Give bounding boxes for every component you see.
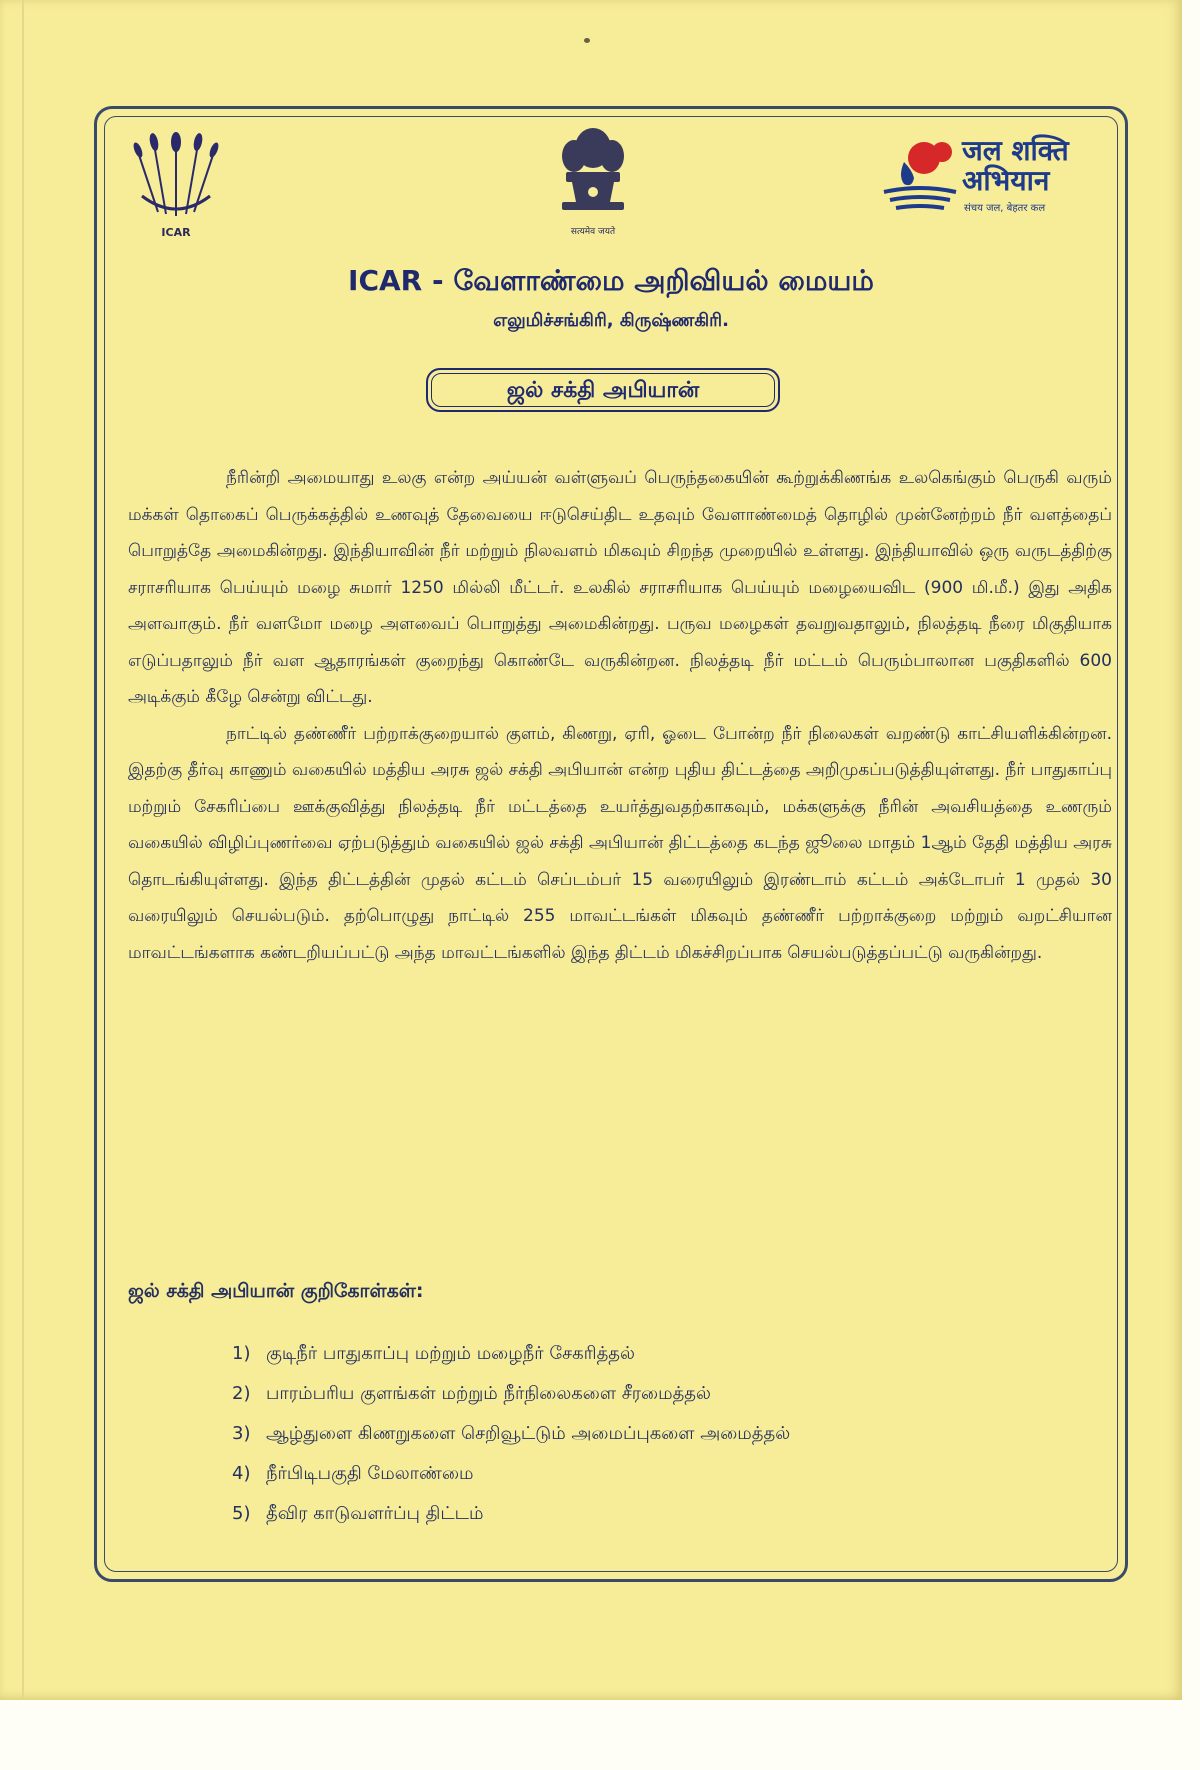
- objective-text: நீர்பிடிபகுதி மேலாண்மை: [266, 1463, 474, 1484]
- objective-number: 3): [232, 1423, 251, 1444]
- objective-text: தீவிர காடுவளர்ப்பு திட்டம்: [266, 1503, 484, 1524]
- print-speck: [584, 38, 590, 43]
- emblem-motto: सत्यमेव जयते: [570, 227, 616, 237]
- icar-logo: [128, 126, 224, 244]
- paragraph-intro: நீரின்றி அமையாது உலகு என்ற அய்யன் வள்ளுவப் பெருந்தகையின் கூற்றுக்கிணங்க உலகெங்கும் பெருகி வரும் மக்கள் தொகைப் பெருக்கத்தில் உணவுத் தேவையை ஈடுசெய்திட உதவும் வேளாண்மைத் தொழில் முன்னேற்றம் நீர் வளத்தைப் பொறுத்தே அமைகின்றது. இந்தியாவின் நீர் மற்றும் நிலவளம் மிகவும் சிறந்த முறையில் உள்ளது. இந்தியாவில் ஒரு வருடத்திற்கு சராசரியாக பெய்யும் மழை சுமார் 1250 மில்லி மீட்டர். உலகில் சராசரியாக பெய்யும் மழையைவிட (900 மி.மீ.) இது அதிக அளவாகும். நீர் வளமோ மழை அளவைப் பொறுத்து அமைகின்றது. பருவ மழைகள் தவறுவதாலும், நிலத்தடி நீரை மிகுதியாக எடுப்பதாலும் நீர் வள ஆதாரங்கள் குறைந்து கொண்டே வருகின்றன. நிலத்தடி நீர் மட்டம் பெரும்பாலான பகுதிகளில் 600 அடிக்கும் கீழே சென்று விட்டது.: [128, 468, 1112, 707]
- wheat-icon: [128, 126, 224, 226]
- objective-number: 5): [232, 1503, 251, 1524]
- icar-logo-text: ICAR: [161, 226, 191, 239]
- objective-number: 1): [232, 1343, 251, 1364]
- objective-item: [232, 1494, 790, 1534]
- paragraph-scheme: நாட்டில் தண்ணீர் பற்றாக்குறையால் குளம், கிணறு, ஏரி, ஓடை போன்ற நீர் நிலைகள் வறண்டு காட்சியளிக்கின்றன. இதற்கு தீர்வு காணும் வகையில் மத்திய அரசு ஜல் சக்தி அபியான் என்ற புதிய திட்டத்தை அறிமுகப்படுத்தியுள்ளது. நீர் பாதுகாப்பு மற்றும் சேகரிப்பை ஊக்குவித்து நிலத்தடி நீர் மட்டத்தை உயர்த்துவதற்காகவும், மக்களுக்கு நீரின் அவசியத்தை உணரும் வகையில் விழிப்புணர்வை ஏற்படுத்தும் வகையில் ஜல் சக்தி அபியான் திட்டத்தை கடந்த ஜூலை மாதம் 1ஆம் தேதி மத்திய அரசு தொடங்கியுள்ளது. இந்த திட்டத்தின் முதல் கட்டம் செப்டம்பர் 15 வரையிலும் இரண்டாம் கட்டம் அக்டோபர் 1 முதல் 30 வரையிலும் செயல்படும். தற்பொழுது நாட்டில் 255 மாவட்டங்கள் மிகவும் தண்ணீர் பற்றாக்குறை மற்றும் வறட்சியான மாவட்டங்களாக கண்டறியப்பட்டு அந்த மாவட்டங்களில் இந்த திட்டம் மிகச்சிறப்பாக செயல்படுத்தப்பட்டு வருகின்றது.: [128, 723, 1112, 963]
- objective-number: 4): [232, 1463, 251, 1484]
- objective-item: [232, 1374, 790, 1414]
- document-title-box: [426, 368, 780, 412]
- objective-text: ஆழ்துளை கிணறுகளை செறிவூட்டும் அமைப்புகளை அமைத்தல்: [266, 1423, 791, 1444]
- objective-item: [232, 1334, 790, 1374]
- objective-number: 2): [232, 1383, 251, 1404]
- lion-capital-icon: [552, 126, 634, 222]
- objective-item: [232, 1414, 790, 1454]
- jal-shakti-title-line2: अभियान: [962, 164, 1050, 197]
- jal-shakti-logo: [880, 136, 1100, 222]
- page-fold-line: [22, 0, 24, 1700]
- water-drop-icon: [880, 136, 960, 216]
- document-title: ஜல் சக்தி அபியான்: [506, 378, 700, 403]
- body-text: [128, 460, 1112, 971]
- objective-item: [232, 1454, 790, 1494]
- national-emblem-logo: [552, 126, 634, 240]
- center-name-heading: ICAR - வேளாண்மை அறிவியல் மையம்: [348, 264, 874, 297]
- center-location: எலுமிச்சங்கிரி, கிருஷ்ணகிரி.: [493, 310, 729, 331]
- objective-text: குடிநீர் பாதுகாப்பு மற்றும் மழைநீர் சேகரித்தல்: [266, 1343, 635, 1364]
- jal-shakti-title-line1: जल शक्ति: [962, 134, 1069, 167]
- jal-shakti-motto: संचय जल, बेहतर कल: [964, 203, 1046, 214]
- objective-text: பாரம்பரிய குளங்கள் மற்றும் நீர்நிலைகளை சீரமைத்தல்: [266, 1383, 711, 1404]
- objectives-list: [232, 1334, 790, 1534]
- objectives-heading: ஜல் சக்தி அபியான் குறிகோள்கள்:: [128, 1280, 424, 1302]
